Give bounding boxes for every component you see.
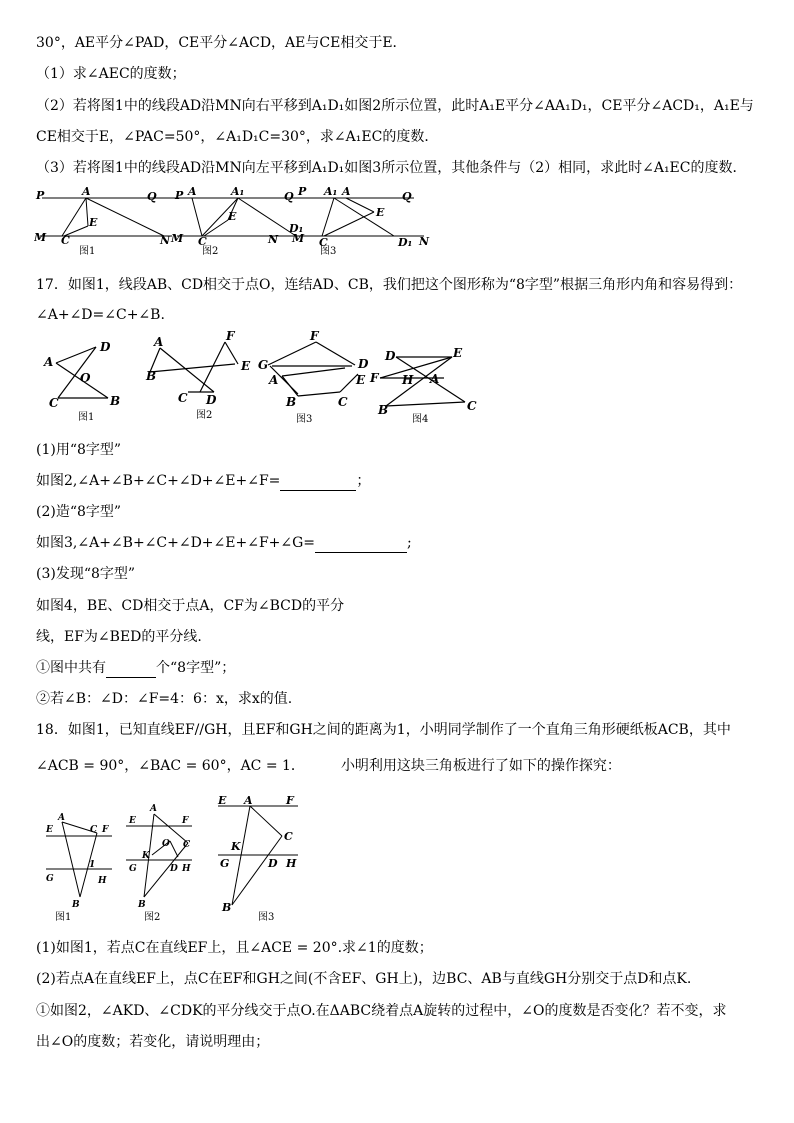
label-C: C — [284, 830, 293, 843]
text-line-1: 30°，AE平分∠PAD，CE平分∠ACD，AE与CE相交于E． — [36, 35, 407, 51]
label-D1: D₁ — [289, 222, 304, 235]
label-K: K — [231, 840, 241, 853]
givens-math: ∠ACB = 90°，∠BAC = 60°，AC = 1． — [36, 758, 305, 774]
caption-fig1: 图1 — [55, 912, 72, 923]
label-O: O — [80, 371, 91, 385]
label-Q: Q — [284, 190, 294, 203]
item-1-prefix: ①图中共有 — [36, 660, 106, 676]
label-E: E — [129, 816, 136, 826]
label-C: C — [183, 840, 191, 850]
question-17-part-1: (1)用“8字型” — [36, 442, 122, 458]
punctuation: ； — [356, 473, 371, 489]
label-K: K — [142, 851, 150, 861]
label-F: F — [182, 816, 189, 826]
part-1-expression: 如图2,∠A+∠B+∠C+∠D+∠E+∠F= — [36, 473, 281, 489]
label-A1: A₁ — [324, 186, 338, 198]
label-A: A — [244, 794, 253, 807]
label-F: F — [370, 371, 379, 385]
label-D: D — [100, 340, 111, 354]
label-E: E — [89, 216, 98, 229]
question-17-stem: 17．如图1，线段AB、CD相交于点O，连结AD、CB，我们把这个图形称为“8字型”根据三角形内角和容易得到： — [36, 277, 743, 293]
q16-figures — [34, 186, 434, 260]
question-18-part-1: (1)如图1，若点C在直线EF上，且∠ACE = 20°.求∠1的度数； — [36, 940, 433, 956]
question-17-part-2-fill — [36, 533, 412, 553]
caption-fig3: 图3 — [320, 246, 337, 256]
label-F: F — [226, 330, 235, 343]
label-A: A — [150, 804, 157, 814]
question-17-part-3-item-1 — [36, 658, 235, 678]
question-16-part-2-cont: CE相交于E，∠PAC=50°，∠A₁D₁C=30°，求∠A₁EC的度数． — [36, 129, 439, 145]
question-17-part-3-desc-cont: 线，EF为∠BED的平分线. — [36, 629, 202, 645]
label-E: E — [241, 359, 251, 373]
punctuation: ; — [407, 535, 412, 551]
label-G: G — [220, 857, 230, 870]
question-16-part-1: （1）求∠AEC的度数； — [36, 66, 186, 82]
q17-figures — [40, 330, 480, 430]
item-1-suffix: 个“8字型”； — [156, 660, 236, 676]
question-18-part-2-item-1-cont: 出∠O的度数；若变化，请说明理由； — [36, 1034, 270, 1050]
label-N: N — [419, 235, 430, 248]
caption-fig3: 图3 — [296, 414, 313, 425]
label-B: B — [72, 900, 80, 910]
label-A: A — [188, 186, 197, 198]
label-D: D — [206, 393, 217, 407]
label-H: H — [402, 373, 414, 387]
label-O: O — [162, 839, 170, 849]
question-16-part-2: （2）若将图1中的线段AD沿MN向右平移到A₁D₁如图2所示位置，此时A₁E平分∠AA₁D₁，CE平分∠ACD₁，A₁E与 — [36, 98, 754, 114]
label-B: B — [378, 403, 389, 417]
answer-blank[interactable] — [106, 661, 156, 678]
label-N: N — [268, 233, 279, 246]
label-G: G — [129, 864, 137, 874]
label-F: F — [310, 330, 319, 343]
label-A: A — [342, 186, 351, 198]
label-B: B — [146, 369, 157, 383]
label-G: G — [46, 874, 54, 884]
label-B: B — [222, 901, 232, 914]
caption-fig4: 图4 — [412, 414, 429, 425]
label-D: D — [358, 357, 369, 371]
caption-fig3: 图3 — [258, 912, 275, 923]
label-B: B — [138, 900, 146, 910]
question-17-part-2: (2)造“8字型” — [36, 504, 122, 520]
question-16-part-3: （3）若将图1中的线段AD沿MN向左平移到A₁D₁如图3所示位置，其他条件与（2）相同，求此时∠A₁EC的度数． — [36, 160, 747, 176]
answer-blank[interactable] — [315, 536, 407, 553]
label-F: F — [286, 794, 294, 807]
question-18-givens — [36, 756, 621, 776]
caption-fig1: 图1 — [79, 246, 96, 256]
label-A: A — [58, 813, 65, 823]
label-C: C — [319, 236, 328, 249]
label-N: N — [160, 234, 171, 247]
label-H: H — [182, 864, 191, 874]
label-E: E — [218, 794, 227, 807]
label-G: G — [258, 358, 269, 372]
label-A: A — [154, 335, 164, 349]
label-C: C — [49, 396, 59, 410]
label-C: C — [90, 825, 98, 835]
question-17-part-1-fill — [36, 471, 370, 491]
caption-fig2: 图2 — [144, 912, 161, 923]
label-M: M — [292, 232, 305, 245]
label-M: M — [171, 232, 184, 245]
label-C: C — [198, 235, 207, 248]
label-E: E — [228, 210, 237, 223]
label-C: C — [61, 234, 70, 247]
label-P: P — [175, 189, 184, 202]
label-1: 1 — [89, 860, 96, 870]
caption-fig2: 图2 — [202, 246, 219, 256]
label-D: D — [385, 349, 396, 363]
label-F: F — [102, 825, 109, 835]
q18-figures — [40, 793, 310, 927]
label-D1: D₁ — [398, 236, 413, 249]
label-A1: A₁ — [231, 186, 245, 198]
question-17-formula: ∠A+∠D=∠C+∠B. — [36, 307, 165, 323]
question-17-part-3: (3)发现“8字型” — [36, 566, 136, 582]
label-E: E — [453, 346, 463, 360]
label-H: H — [286, 857, 297, 870]
part-2-expression: 如图3,∠A+∠B+∠C+∠D+∠E+∠F+∠G= — [36, 535, 316, 551]
question-17-part-3-desc: 如图4，BE、CD相交于点A，CF为∠BCD的平分 — [36, 598, 345, 614]
question-18-part-2: (2)若点A在直线EF上，点C在EF和GH之间(不含EF、GH上)，边BC、AB与直线GH分别交于点D和点K. — [36, 971, 692, 987]
label-A: A — [44, 355, 54, 369]
label-A: A — [430, 372, 440, 386]
label-E: E — [376, 206, 385, 219]
label-E: E — [46, 825, 53, 835]
caption-fig1: 图1 — [78, 412, 95, 423]
question-18-part-2-item-1: ①如图2，∠AKD、∠CDK的平分线交于点O.在ΔABC绕着点A旋转的过程中，∠O的度数是否变化？若不变，求 — [36, 1003, 727, 1019]
label-E: E — [356, 373, 366, 387]
label-Q: Q — [402, 190, 412, 203]
caption-fig2: 图2 — [196, 410, 213, 421]
givens-text: 小明利用这块三角板进行了如下的操作探究： — [340, 758, 621, 774]
label-H: H — [98, 876, 107, 886]
label-A: A — [82, 186, 91, 198]
label-P: P — [36, 189, 45, 202]
label-C: C — [338, 395, 348, 409]
label-C: C — [467, 399, 477, 413]
label-B: B — [286, 395, 297, 409]
label-D: D — [170, 864, 178, 874]
label-D: D — [268, 857, 278, 870]
label-Q: Q — [147, 190, 157, 203]
answer-blank[interactable] — [280, 474, 356, 491]
label-M: M — [34, 231, 47, 244]
label-C: C — [178, 391, 188, 405]
label-B: B — [110, 394, 121, 408]
question-18-stem: 18．如图1，已知直线EF//GH，且EF和GH之间的距离为1，小明同学制作了一个直角三角形硬纸板ACB，其中 — [36, 722, 731, 738]
question-17-part-3-item-2: ②若∠B：∠D：∠F=4：6：x，求x的值. — [36, 691, 293, 707]
label-P: P — [298, 186, 307, 198]
label-A: A — [269, 373, 279, 387]
